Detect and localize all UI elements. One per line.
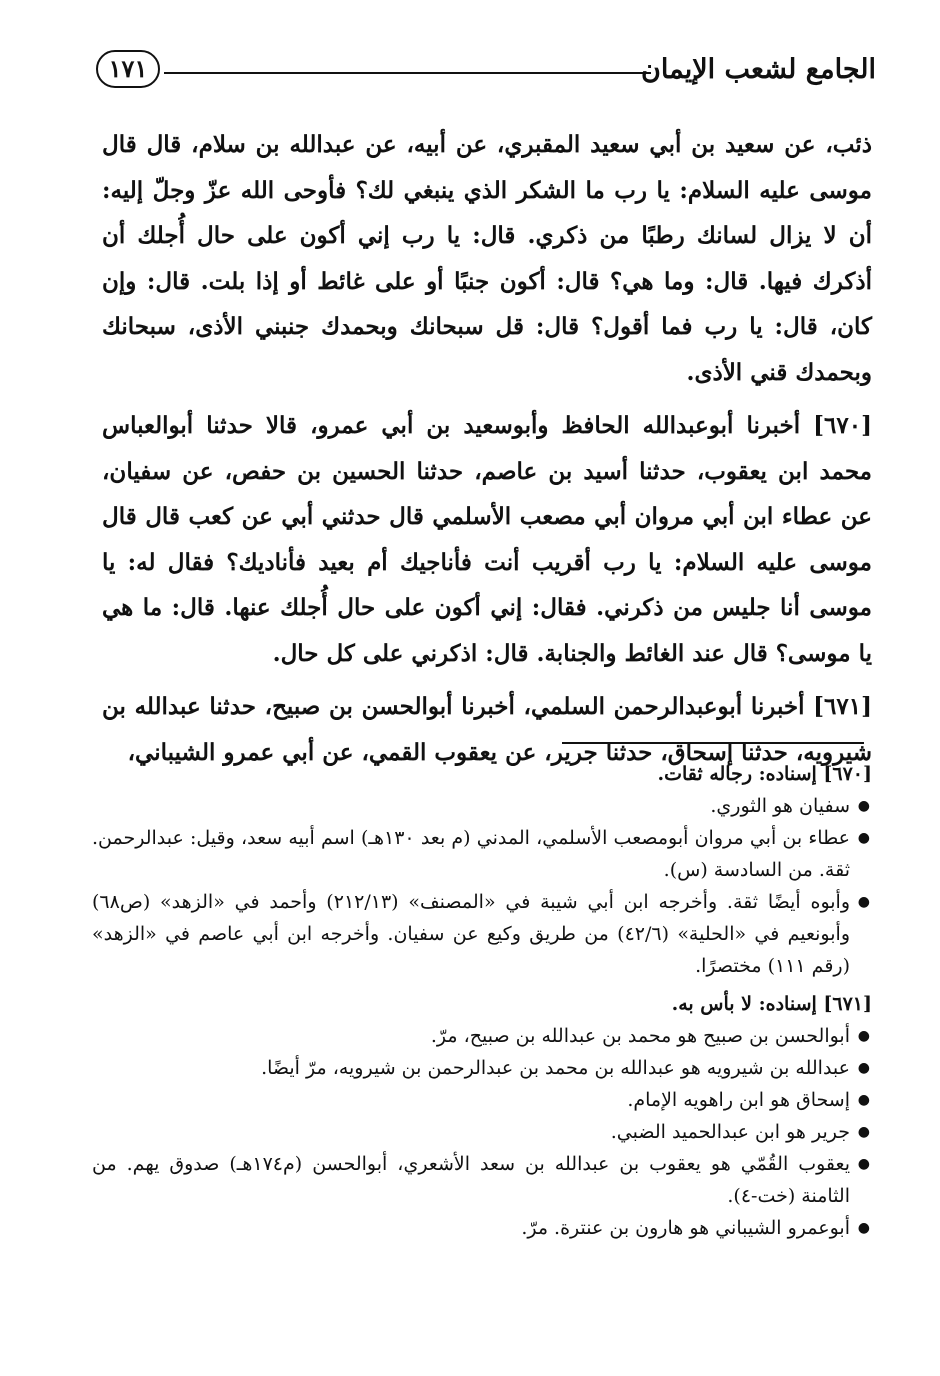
list-item [92,1148,872,1212]
list-item [92,1116,872,1148]
list-item [92,790,872,822]
footnote-text: أبوالحسن بن صبيح هو محمد بن عبدالله بن صبيح، مرّ. [430,1025,850,1047]
page-number: ١٧١ [96,50,160,88]
footnote-head-671: [٦٧١] إسناده: لا بأس به. [671,993,872,1015]
bullet-icon: ● [857,1156,870,1172]
bullet-icon: ● [857,830,870,846]
footnote-text: إسحاق هو ابن راهويه الإمام. [627,1089,850,1111]
footnote-list-670 [92,790,872,982]
footnote-text: عبدالله بن شيرويه هو عبدالله بن محمد بن عبدالرحمن بن شيرويه، مرّ أيضًا. [261,1057,850,1079]
footnote-text: سفيان هو الثوري. [710,795,850,817]
list-item [92,1052,872,1084]
footnote-text: يعقوب القُمّي هو يعقوب بن عبدالله بن سعد الأشعري، أبوالحسن (م١٧٤هـ) صدوق يهم. من الثامنة (خت-٤). [92,1153,850,1207]
running-title: الجامع لشعب الإيمان [641,54,876,85]
bullet-icon: ● [857,1028,870,1044]
footnote-head-670: [٦٧٠] إسناده: رجاله ثقات. [657,763,872,785]
list-item [92,822,872,886]
bullet-icon: ● [857,1060,870,1076]
bullet-icon: ● [857,1220,870,1236]
paragraph-hadith-670: [٦٧٠] أخبرنا أبوعبدالله الحافظ وأبوسعيد بن أبي عمرو، قالا حدثنا أبوالعباس محمد ابن يعقوب، حدثنا أسيد بن عاصم، حدثنا الحسين بن حفص، عن سفيان، عن عطاء ابن أبي مروان أبي مصعب الأسلمي قال حدثني أبي عن كعب قال قال موسى عليه السلام: يا رب أقريب أنت فأناجيك أم بعيد فأناديك؟ فقال له: يا موسى أنا جليس من ذكرني. فقال: إني أكون على حال أُجلك عنها. قال: ما هي يا موسى؟ قال عند الغائط والجنابة. قال: اذكرني على كل حال. [102,412,872,667]
footnote-separator [562,742,864,744]
bullet-icon: ● [857,798,870,814]
footnote-list-671 [92,1020,872,1244]
bullet-icon: ● [857,894,870,910]
footnote-text: جرير هو ابن عبدالحميد الضبي. [610,1121,850,1143]
footnote-text: أبوعمرو الشيباني هو هارون بن عنترة. مرّ. [521,1217,850,1239]
list-item [92,1084,872,1116]
page-header [96,46,876,96]
footnote-text: وأبوه أيضًا ثقة. وأخرجه ابن أبي شيبة في «المصنف» (٢١٢/١٣) وأحمد في «الزهد» (ص٦٨) وأبونعيم في «الحلية» (٤٢/٦) من طريق وكيع عن سفيان. وأخرجه ابن أبي عاصم في «الزهد» (رقم ١١١) مختصرًا. [92,891,850,977]
paragraph-continuation: ذئب، عن سعيد بن أبي سعيد المقبري، عن أبيه، عن عبدالله بن سلام، قال قال موسى عليه السلام: يا رب ما الشكر الذي ينبغي لك؟ فأوحى الله عزّ وجلّ إليه: أن لا يزال لسانك رطبًا من ذكري. قال: يا رب إني أكون على حال أُجلك أن أذكرك فيها. قال: وما هي؟ قال: أكون جنبًا أو على غائط أو إذا بلت. قال: وإن كان، قال: يا رب فما أقول؟ قال: قل سبحانك وبحمدك جنبني الأذى، سبحانك وبحمدك قني الأذى. [102,131,872,386]
footnotes [92,758,872,1250]
list-item [92,1020,872,1052]
list-item [92,1212,872,1244]
list-item [92,886,872,982]
bullet-icon: ● [857,1092,870,1108]
main-text [102,122,872,775]
header-rule [164,72,651,74]
paragraph-hadith-671: [٦٧١] أخبرنا أبوعبدالرحمن السلمي، أخبرنا أبوالحسن بن صبيح، حدثنا عبدالله بن شيرويه، حدثنا إسحاق، حدثنا جرير، عن يعقوب القمي، عن أبي عمرو الشيباني، [102,693,872,766]
bullet-icon: ● [857,1124,870,1140]
footnote-text: عطاء بن أبي مروان أبومصعب الأسلمي، المدني (م بعد ١٣٠هـ) اسم أبيه سعد، وقيل: عبدالرحمن. ثقة. من السادسة (س). [92,827,850,881]
